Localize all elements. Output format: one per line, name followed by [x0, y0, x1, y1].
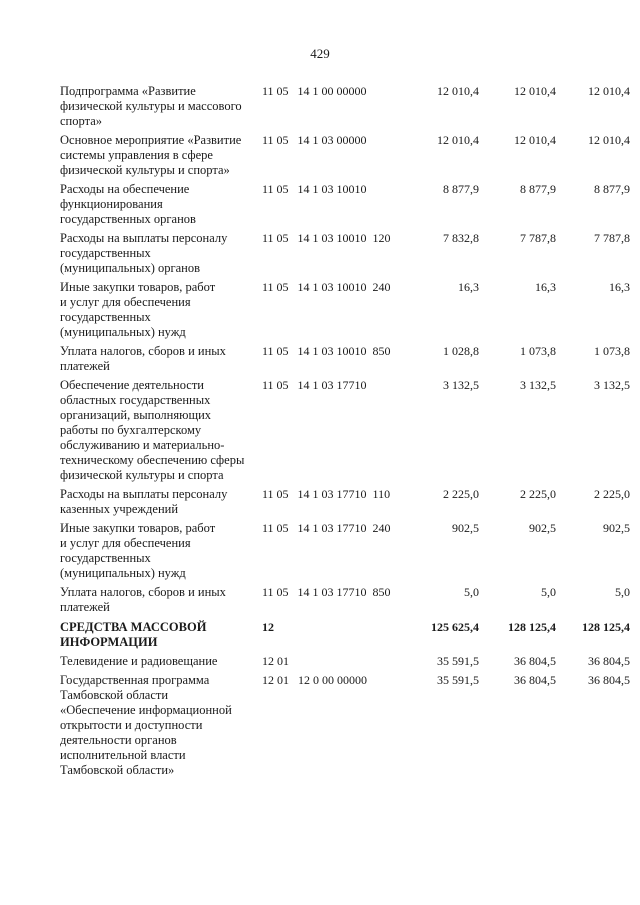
row-value-3: 8 877,9	[594, 182, 630, 196]
row-code: 12 01	[262, 654, 289, 668]
row-value-2: 8 877,9	[520, 182, 556, 196]
row-code: 11 05 14 1 03 17710	[262, 378, 367, 392]
row-code: 11 05 14 1 03 10010 120	[262, 231, 391, 245]
row-value-3: 7 787,8	[594, 231, 630, 245]
table-row	[60, 231, 632, 276]
row-name: Основное мероприятие «Развитие системы управления в сфере физической культуры и спорта»	[60, 133, 242, 177]
row-value-2: 5,0	[541, 585, 556, 599]
row-value-2: 12 010,4	[514, 84, 556, 98]
table-row	[60, 344, 632, 374]
table-row	[60, 487, 632, 517]
row-code: 11 05 14 1 00 00000	[262, 84, 367, 98]
row-value-1: 8 877,9	[443, 182, 479, 196]
row-value-2: 128 125,4	[508, 620, 556, 634]
row-code: 11 05 14 1 03 17710 850	[262, 585, 391, 599]
row-value-3: 128 125,4	[582, 620, 630, 634]
row-value-2: 1 073,8	[520, 344, 556, 358]
row-name: Уплата налогов, сборов и иных платежей	[60, 344, 226, 373]
row-value-3: 36 804,5	[588, 673, 630, 687]
row-value-1: 12 010,4	[437, 133, 479, 147]
row-code: 12	[262, 620, 274, 634]
row-value-1: 35 591,5	[437, 654, 479, 668]
row-value-1: 902,5	[452, 521, 479, 535]
row-value-2: 36 804,5	[514, 673, 556, 687]
row-value-3: 1 073,8	[594, 344, 630, 358]
row-value-2: 3 132,5	[520, 378, 556, 392]
row-name: Иные закупки товаров, работ и услуг для обеспечения государственных (муниципальных) нужд	[60, 521, 216, 580]
row-name: Подпрограмма «Развитие физической культуры и массового спорта»	[60, 84, 242, 128]
row-name: Уплата налогов, сборов и иных платежей	[60, 585, 226, 614]
row-value-3: 12 010,4	[588, 133, 630, 147]
row-value-1: 35 591,5	[437, 673, 479, 687]
page-number: 429	[310, 46, 330, 61]
section-header-row	[60, 620, 632, 650]
table-row	[60, 585, 632, 615]
row-name: Расходы на обеспечение функционирования государственных органов	[60, 182, 196, 226]
table-row	[60, 673, 632, 778]
row-value-1: 3 132,5	[443, 378, 479, 392]
section-title: СРЕДСТВА МАССОВОЙ ИНФОРМАЦИИ	[60, 620, 207, 649]
row-value-2: 16,3	[535, 280, 556, 294]
row-value-2: 902,5	[529, 521, 556, 535]
row-value-1: 5,0	[464, 585, 479, 599]
row-code: 11 05 14 1 03 10010 240	[262, 280, 391, 294]
row-value-1: 125 625,4	[431, 620, 479, 634]
row-name: Расходы на выплаты персоналу государственных (муниципальных) органов	[60, 231, 228, 275]
row-value-3: 2 225,0	[594, 487, 630, 501]
row-value-3: 16,3	[609, 280, 630, 294]
row-code: 11 05 14 1 03 17710 110	[262, 487, 391, 501]
row-name: Иные закупки товаров, работ и услуг для обеспечения государственных (муниципальных) нужд	[60, 280, 216, 339]
row-value-1: 12 010,4	[437, 84, 479, 98]
row-value-3: 902,5	[603, 521, 630, 535]
row-value-1: 16,3	[458, 280, 479, 294]
row-value-3: 5,0	[615, 585, 630, 599]
row-code: 12 01 12 0 00 00000	[262, 673, 367, 687]
row-code: 11 05 14 1 03 00000	[262, 133, 367, 147]
row-value-2: 12 010,4	[514, 133, 556, 147]
row-value-2: 2 225,0	[520, 487, 556, 501]
row-name: Расходы на выплаты персоналу казенных учреждений	[60, 487, 228, 516]
row-value-2: 36 804,5	[514, 654, 556, 668]
row-value-2: 7 787,8	[520, 231, 556, 245]
row-code: 11 05 14 1 03 10010	[262, 182, 367, 196]
row-code: 11 05 14 1 03 17710 240	[262, 521, 391, 535]
table-row	[60, 521, 632, 581]
table-row	[60, 280, 632, 340]
row-value-1: 7 832,8	[443, 231, 479, 245]
row-value-3: 12 010,4	[588, 84, 630, 98]
budget-table	[60, 84, 632, 778]
row-value-1: 2 225,0	[443, 487, 479, 501]
table-row	[60, 182, 632, 227]
table-row	[60, 654, 632, 669]
table-row	[60, 84, 632, 129]
row-code: 11 05 14 1 03 10010 850	[262, 344, 391, 358]
row-name: Государственная программа Тамбовской области «Обеспечение информационной открытости и доступности деятельности органов исполнительной власти Тамбовской области»	[60, 673, 232, 777]
row-name: Телевидение и радиовещание	[60, 654, 218, 668]
row-name: Обеспечение деятельности областных государственных организаций, выполняющих работы по бухгалтерскому обслуживанию и материально- техническому обеспечению сферы физической культуры и спорта	[60, 378, 245, 482]
table-row	[60, 133, 632, 178]
row-value-3: 3 132,5	[594, 378, 630, 392]
row-value-3: 36 804,5	[588, 654, 630, 668]
table-row	[60, 378, 632, 483]
row-value-1: 1 028,8	[443, 344, 479, 358]
